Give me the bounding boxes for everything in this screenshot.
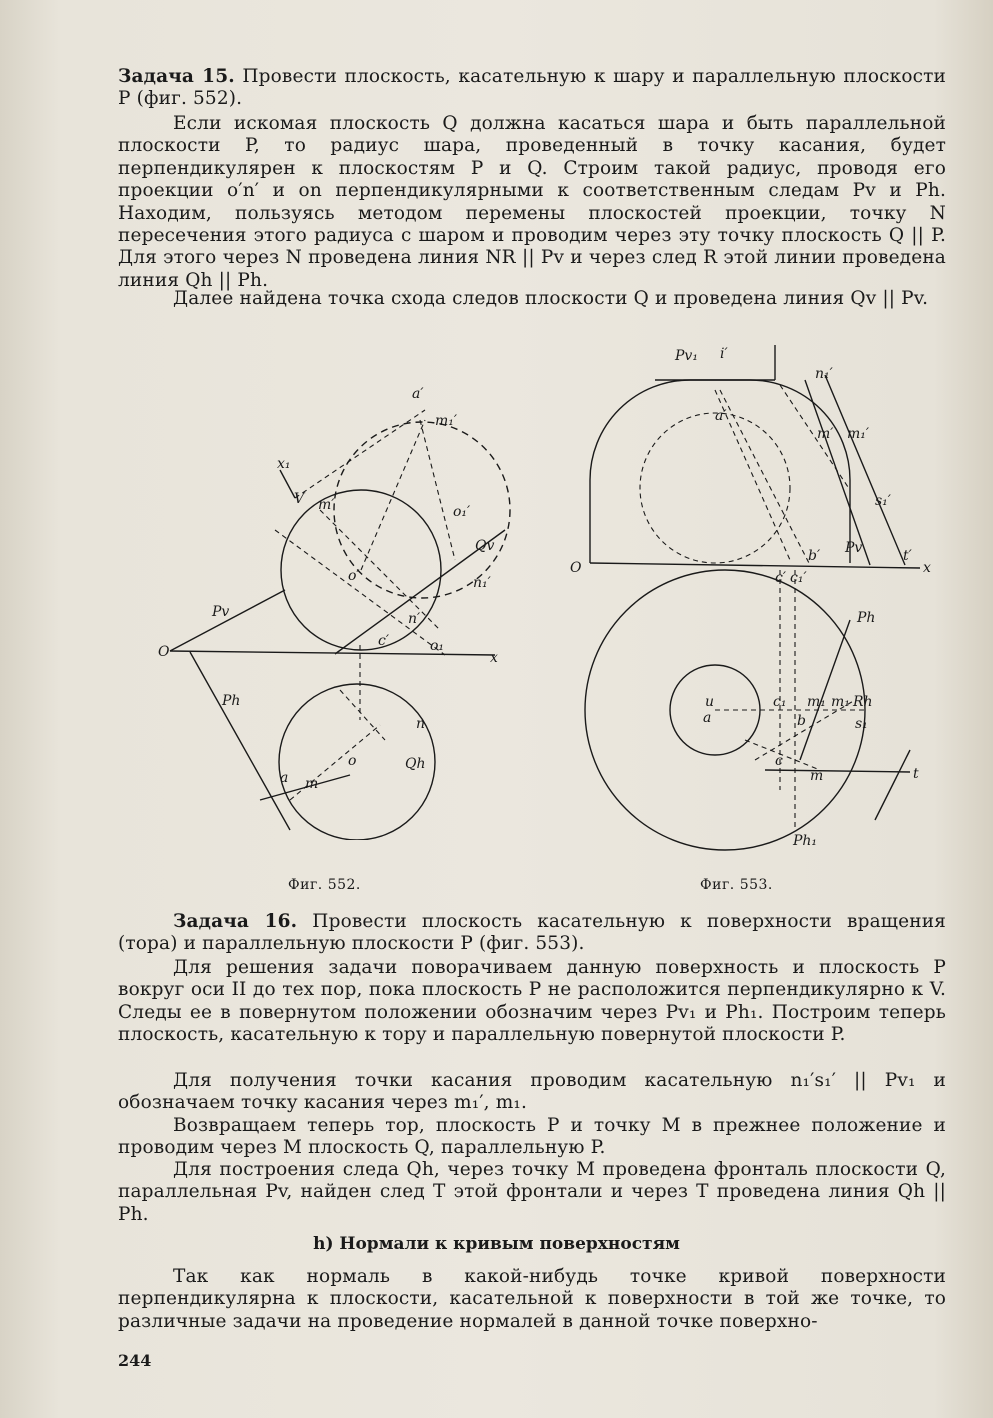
task15-title: Задача 15. xyxy=(118,66,235,87)
task15-statement-text: Провести плоскость, касательную к шару и параллельную плоскости P (фиг. 552). xyxy=(118,66,946,110)
label-o1-prime: o₁′ xyxy=(453,504,471,520)
aux-dash-3 xyxy=(780,385,850,490)
task15-statement xyxy=(118,66,946,111)
label-b: b xyxy=(797,713,806,729)
label-c: c xyxy=(775,753,783,769)
trace-ph-line xyxy=(190,652,290,830)
label-n1-prime: n₁′ xyxy=(473,575,491,591)
aux-dash-4 xyxy=(420,420,455,560)
sphere-aux-circle xyxy=(334,422,510,598)
label-m: m xyxy=(810,768,824,784)
label-v: V xyxy=(294,491,305,507)
label-x: x xyxy=(490,650,498,666)
label-pv1: Pv₁ xyxy=(675,348,698,364)
aux-dash-2 xyxy=(720,390,810,565)
trace-t-line xyxy=(875,750,910,820)
task16-paragraph-2: Для получения точки касания проводим касательную n₁′s₁′ || Pv₁ и обозначаем точку касания через m₁′, m₁. xyxy=(118,1070,946,1114)
aux-dash-7 xyxy=(340,690,385,740)
caption-fig-552: Фиг. 552. xyxy=(288,877,361,893)
task16-paragraph-4: Для построения следа Qh, через точку M проведена фронталь плоскости Q, параллельная Pv, найден след T этой фронтали и через T проведена линия Qh || Ph. xyxy=(118,1159,946,1225)
label-origin-o: O xyxy=(158,644,170,660)
label-c1: c₁ xyxy=(773,694,787,710)
torus-right-arc xyxy=(750,380,850,563)
trace-pv-line xyxy=(170,590,285,651)
axis-x-line xyxy=(590,563,920,568)
label-ph: Ph xyxy=(857,610,876,626)
tangent-line xyxy=(805,380,870,565)
label-a: a xyxy=(280,770,289,786)
label-t: t xyxy=(913,766,919,782)
task16-statement-text: Провести плоскость касательную к поверхности вращения (тора) и параллельную плоскости P (фиг. 553). xyxy=(118,911,946,955)
label-ph: Ph xyxy=(222,693,241,709)
trace-ph-line xyxy=(800,620,850,760)
task16-title: Задача 16. xyxy=(173,911,298,932)
axis-x-line xyxy=(170,651,495,655)
label-i-prime: i′ xyxy=(720,346,728,362)
label-n1-prime: n₁′ xyxy=(815,366,833,382)
task16-paragraph-3: Возвращаем теперь тор, плоскость P и точку M в прежнее положение и проводим через M плоскость Q, параллельную P. xyxy=(118,1115,946,1159)
label-b-prime: b′ xyxy=(808,548,821,564)
label-m-prime: m′ xyxy=(817,426,834,442)
label-x: x xyxy=(923,560,931,576)
label-a-prime: a′ xyxy=(412,386,424,402)
label-s1: s₁ xyxy=(855,716,868,732)
label-c-prime: c′ xyxy=(378,633,390,649)
label-n-prime: n′ xyxy=(408,611,421,627)
page-number: 244 xyxy=(118,1351,152,1370)
label-m: m xyxy=(305,776,319,792)
caption-fig-553: Фиг. 553. xyxy=(700,877,773,893)
label-origin-o: O xyxy=(570,560,582,576)
label-a-prime: a′ xyxy=(715,408,727,424)
section-paragraph-1: Так как нормаль в какой-нибудь точке кривой поверхности перпендикулярна к плоскости, касательной к поверхности в той же точке, то различные задачи на проведение нормалей в данной точке поверхно- xyxy=(118,1266,946,1332)
label-m-prime: m′ xyxy=(318,497,335,513)
torus-left-arc xyxy=(590,380,690,563)
meridian-dash-circle xyxy=(640,413,790,563)
label-c-prime: c′ xyxy=(775,570,787,586)
label-ph1: Ph₁ xyxy=(793,833,818,849)
figure-552 xyxy=(150,380,530,840)
axis-x1-line xyxy=(280,470,295,498)
section-heading: h) Нормали к кривым поверхностям xyxy=(313,1234,680,1254)
aux-dash-5 xyxy=(361,420,425,570)
label-m1-left: m₁ xyxy=(807,694,826,710)
label-x1: x₁ xyxy=(277,456,291,472)
label-o: o xyxy=(348,753,357,769)
label-pv: Pv xyxy=(845,540,863,556)
aux-dash-8 xyxy=(290,725,380,800)
task16-statement xyxy=(118,911,946,956)
label-a: a xyxy=(703,710,712,726)
label-m1-right: m₁ xyxy=(831,694,850,710)
label-u: u xyxy=(705,694,715,710)
label-c1-prime: c₁′ xyxy=(790,570,807,586)
label-t-prime: t′ xyxy=(903,548,912,564)
task16-paragraph-1: Для решения задачи поворачиваем данную поверхность и плоскость P вокруг оси II до тех пор, пока плоскость P не расположится перпендикулярно к V. Следы ее в повернутом положении обозначим через Pv₁ и Ph₁. Построим теперь плоскость, касательную к тору и параллельную повернутой плоскости P. xyxy=(118,957,946,1046)
frontal-line xyxy=(765,770,910,772)
label-rh: Rh xyxy=(853,694,873,710)
label-qv: Qv xyxy=(475,538,495,554)
label-m1-prime: m₁′ xyxy=(847,426,870,442)
label-s1-prime: s₁′ xyxy=(875,493,891,509)
task15-paragraph-1: Если искомая плоскость Q должна касаться шара и быть параллельной плоскости P, то радиус шара, проведенный в точку касания, будет перпендикулярен к плоскостям P и Q. Строим такой радиус, проводя его проекции o′n′ и on перпендикулярными к соответственным следам Pv и Ph. Находим, пользуясь методом перемены плоскостей проекции, точку N пересечения этого радиуса с шаром и проводим через эту точку плоскость Q || P. Для этого через N проведена линия NR || Pv и через след R этой линии проведена линия Qh || Ph. xyxy=(118,113,946,291)
label-m1-prime: m₁′ xyxy=(435,413,458,429)
aux-dash-3 xyxy=(320,510,440,630)
figure-553 xyxy=(565,340,955,860)
label-o1: o₁ xyxy=(430,638,445,654)
label-o-prime: o′ xyxy=(348,568,360,584)
task15-paragraph-2: Далее найдена точка схода следов плоскости Q и проведена линия Qv || Pv. xyxy=(173,288,929,309)
label-qh: Qh xyxy=(405,756,426,772)
label-n: n xyxy=(416,716,426,732)
label-pv: Pv xyxy=(212,604,230,620)
